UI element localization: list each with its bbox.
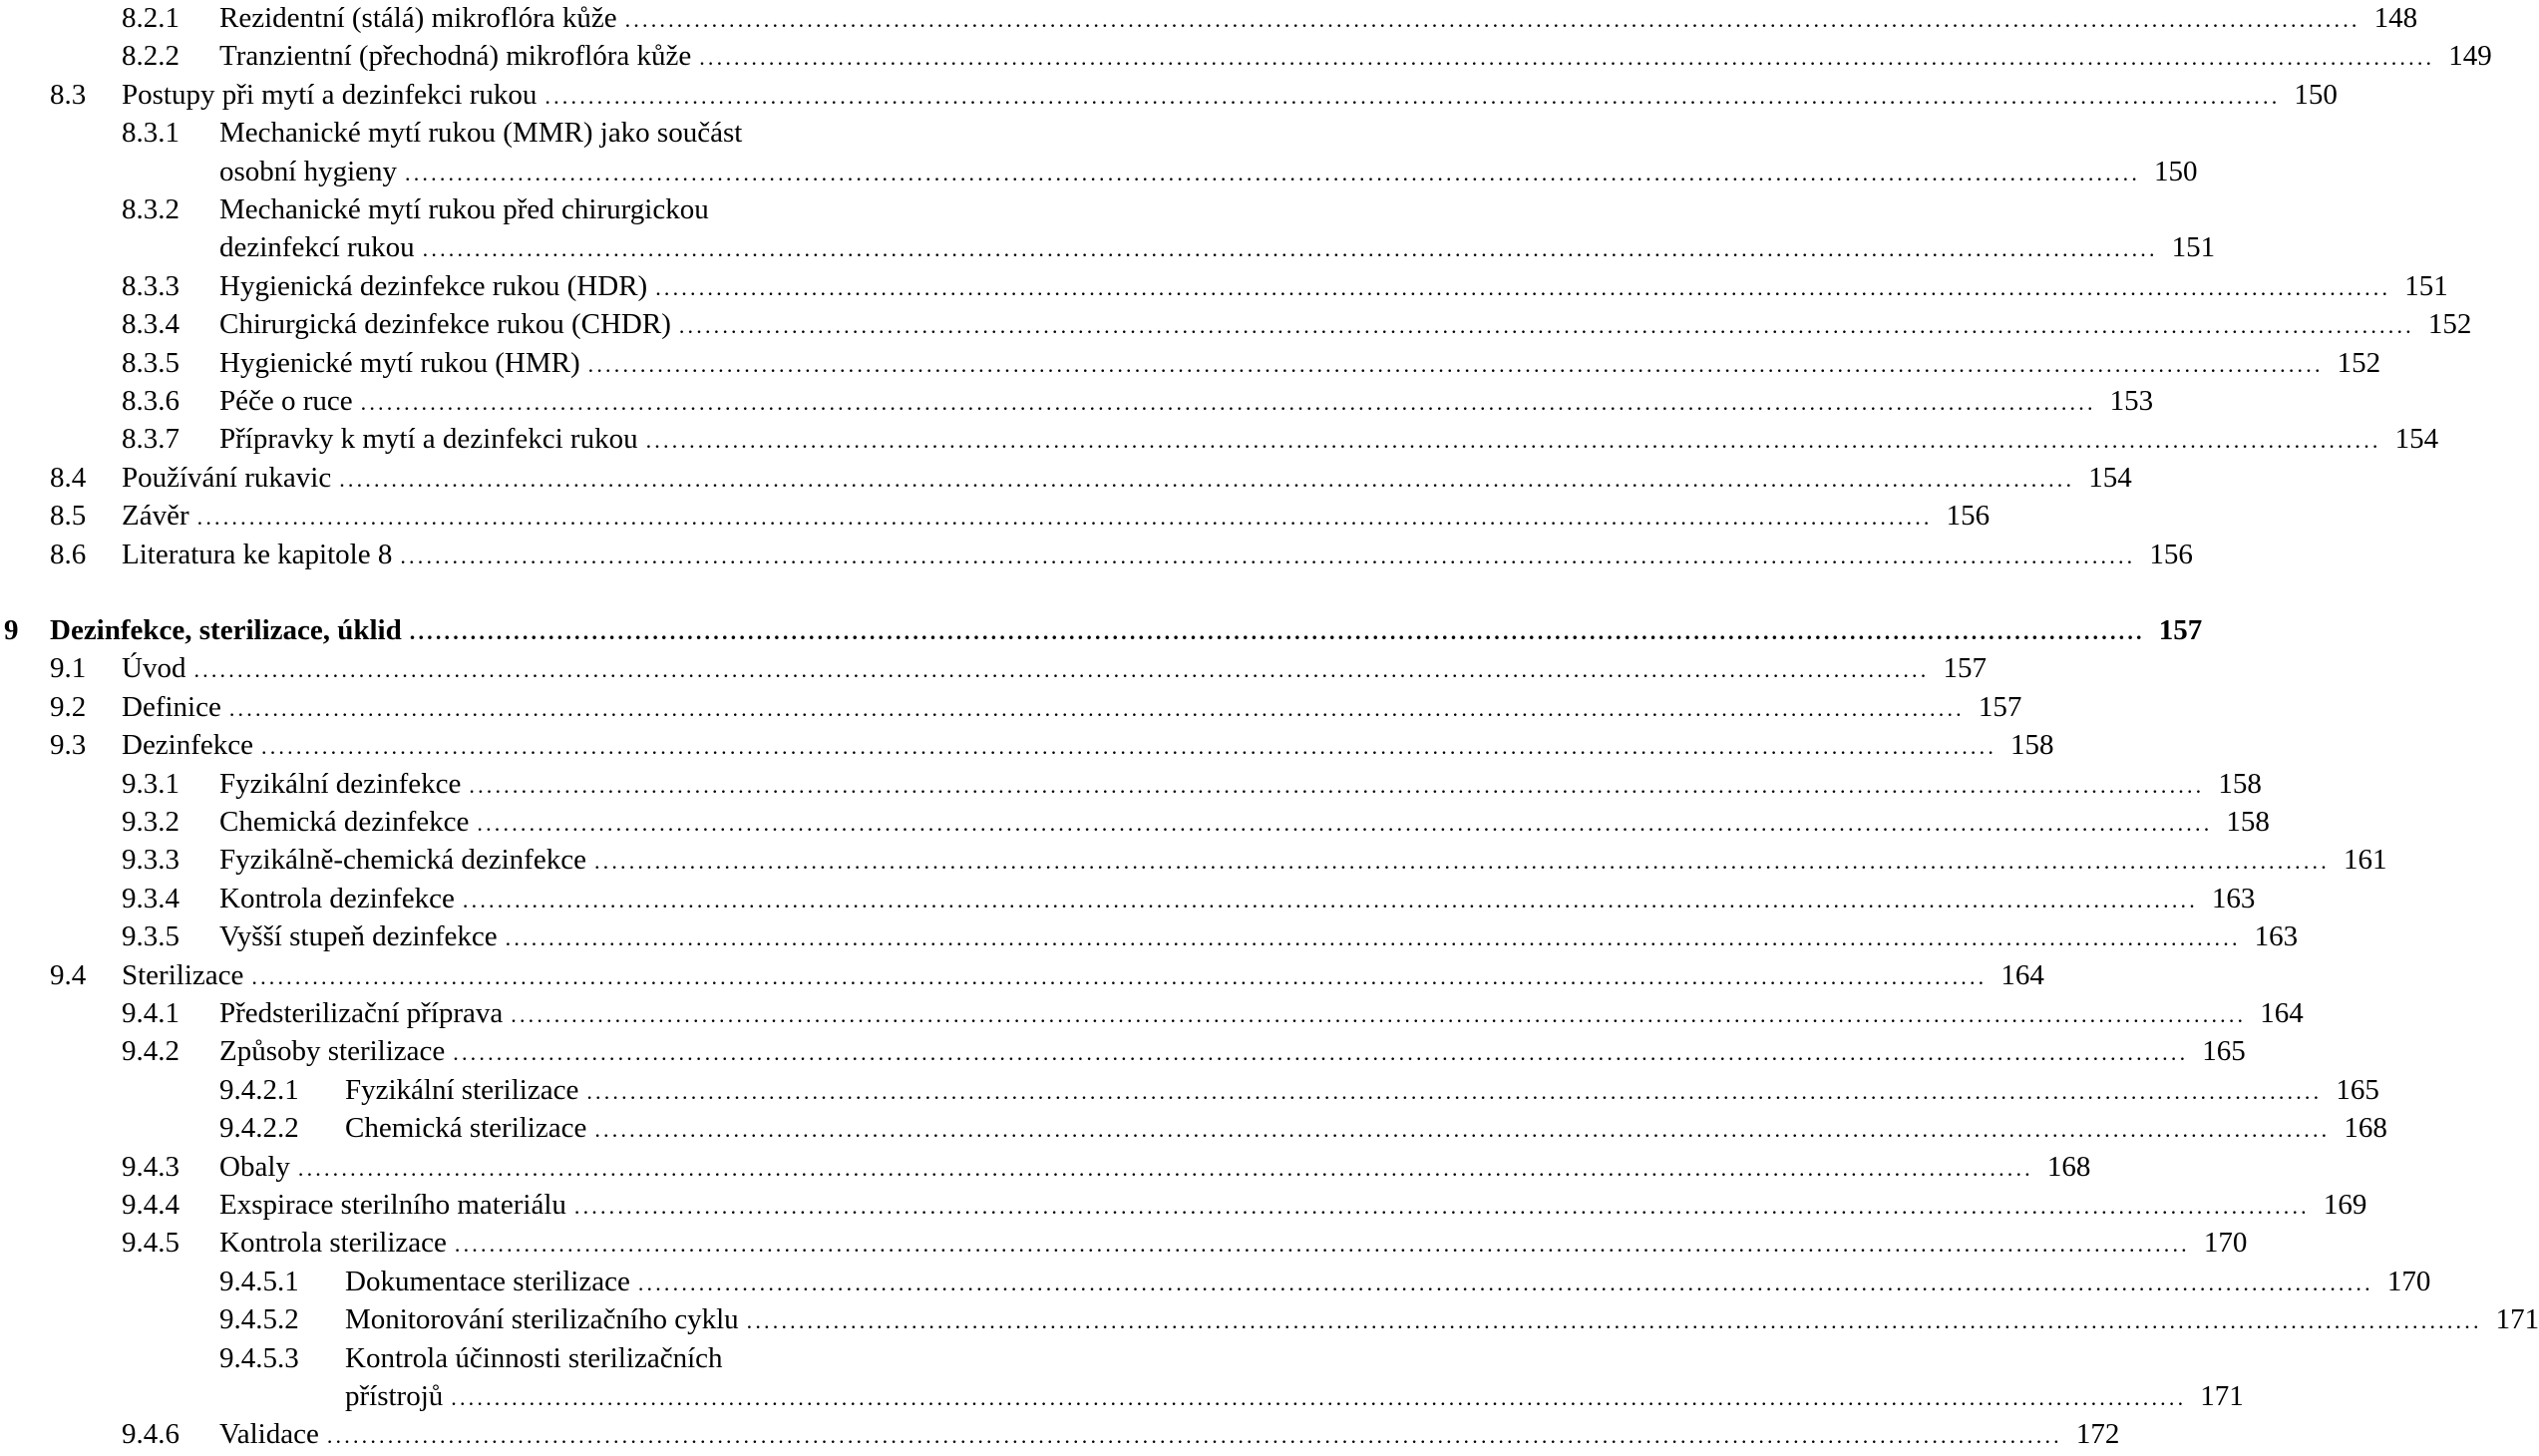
entry-title: Kontrola dezinfekce	[219, 882, 455, 914]
toc-entry[interactable]	[0, 497, 1991, 535]
dot-leader: ........................................................................................................................................................................................................	[594, 1117, 2331, 1143]
toc-entry[interactable]	[0, 0, 2418, 37]
entry-title-line	[122, 497, 1991, 537]
page-number: 156	[2149, 538, 2193, 570]
entry-number: 9.4.2.1	[219, 1073, 299, 1106]
toc-entry[interactable]	[0, 1300, 2539, 1338]
entry-title-line	[219, 305, 2472, 345]
entry-title-continuation: dezinfekcí rukou	[219, 231, 415, 264]
entry-number: 9.2	[50, 690, 87, 723]
page-number: 151	[2404, 269, 2448, 302]
entry-title-line	[219, 841, 2387, 881]
entry-title: Sterilizace	[122, 958, 244, 991]
dot-leader: ........................................................................................................................................................................................................	[193, 657, 1930, 683]
entry-title-continuation: osobní hygieny	[219, 155, 398, 187]
toc-entry[interactable]	[0, 459, 2132, 497]
entry-title-line	[345, 1300, 2539, 1340]
entry-title: Chemická sterilizace	[345, 1112, 587, 1145]
dot-leader: ........................................................................................................................................................................................................	[451, 1385, 2187, 1410]
dot-leader: ........................................................................................................................................................................................................	[400, 543, 2136, 568]
entry-number: 9.4.5	[122, 1227, 180, 1260]
entry-title-line	[219, 267, 2448, 307]
entry-title: Závěr	[122, 500, 189, 533]
dot-leader: ........................................................................................................................................................................................................	[655, 274, 2391, 300]
entry-title-line	[122, 688, 2022, 728]
entry-number: 8.2.2	[122, 40, 180, 73]
dot-leader: ........................................................................................................................................................................................................	[699, 45, 2435, 71]
entry-title-line	[219, 0, 2418, 39]
toc-entry[interactable]	[0, 649, 1987, 687]
entry-title: Chirurgická dezinfekce rukou (CHDR)	[219, 308, 671, 341]
dot-leader: ........................................................................................................................................................................................................	[405, 160, 2141, 185]
entry-title-line	[122, 726, 2054, 766]
page-number: 165	[2202, 1035, 2246, 1068]
entry-title-line	[219, 803, 2270, 843]
entry-title-line	[219, 382, 2154, 422]
page-number: 150	[2154, 155, 2198, 187]
entry-title-line	[345, 1263, 2431, 1302]
entry-number: 8.6	[50, 538, 87, 570]
page-number: 168	[2344, 1112, 2387, 1145]
entry-title-line	[219, 880, 2256, 919]
entry-number: 9.3.3	[122, 844, 180, 877]
dot-leader: ........................................................................................................................................................................................................	[544, 83, 2281, 109]
entry-title: Hygienické mytí rukou (HMR)	[219, 346, 580, 379]
dot-leader: ........................................................................................................................................................................................................	[477, 811, 2213, 836]
entry-number: 9.3.5	[122, 920, 180, 953]
entry-title: Obaly	[219, 1150, 290, 1183]
entry-title-line	[219, 1186, 2367, 1226]
entry-title-line	[219, 1148, 2091, 1188]
toc-entry[interactable]	[0, 917, 2299, 955]
dot-leader: ........................................................................................................................................................................................................	[678, 313, 2414, 339]
entry-title: Mechanické mytí rukou před chirurgickou	[219, 193, 709, 225]
toc-entry[interactable]	[0, 190, 957, 228]
toc-entry[interactable]	[0, 1071, 2379, 1109]
entry-number: 9.4.2.2	[219, 1112, 299, 1145]
entry-title: Kontrola sterilizace	[219, 1227, 447, 1260]
entry-title-line	[345, 1109, 2387, 1149]
entry-number: 8.4	[50, 461, 87, 494]
dot-leader: ........................................................................................................................................................................................................	[586, 1078, 2323, 1104]
entry-title: Kontrola účinnosti sterilizačních	[345, 1341, 723, 1374]
entry-title-line	[219, 994, 2304, 1034]
entry-number: 8.3.1	[122, 117, 180, 150]
dot-leader: ........................................................................................................................................................................................................	[360, 390, 2096, 415]
page-number: 165	[2336, 1073, 2379, 1106]
toc-entry-continuation[interactable]	[0, 228, 2216, 266]
page-number: 170	[2203, 1227, 2248, 1260]
entry-title-line	[345, 1339, 723, 1377]
entry-title: Dezinfekce, sterilizace, úklid	[50, 614, 402, 646]
entry-title: Tranzientní (přechodná) mikroflóra kůže	[219, 40, 692, 73]
entry-title: Postupy při mytí a dezinfekci rukou	[122, 78, 538, 111]
entry-number: 8.3.2	[122, 193, 180, 225]
entry-title-line	[219, 1415, 2120, 1455]
toc-entry[interactable]	[0, 1186, 2367, 1224]
page-number: 168	[2046, 1150, 2091, 1183]
toc-entry[interactable]	[0, 420, 2439, 458]
entry-title: Exspirace sterilního materiálu	[219, 1189, 566, 1221]
toc-entry[interactable]	[0, 536, 2193, 573]
entry-number: 9.3.1	[122, 767, 180, 800]
toc-entry-continuation[interactable]	[0, 1377, 2244, 1415]
entry-number: 9.4	[50, 958, 87, 991]
entry-title-line	[50, 611, 2203, 651]
entry-title-line	[219, 153, 2198, 192]
entry-number: 9.4.4	[122, 1189, 180, 1221]
entry-title: Mechanické mytí rukou (MMR) jako součást	[219, 117, 743, 150]
entry-number: 9.1	[50, 652, 87, 685]
entry-title: Úvod	[122, 652, 186, 685]
page-number: 169	[2323, 1189, 2367, 1221]
dot-leader: ........................................................................................................................................................................................................	[297, 1155, 2033, 1181]
entry-title: Fyzikální dezinfekce	[219, 767, 462, 800]
toc-entry-continuation[interactable]	[0, 153, 2198, 190]
entry-number: 8.3.7	[122, 423, 180, 456]
entry-number: 8.5	[50, 500, 87, 533]
entry-number: 9.4.5.1	[219, 1265, 299, 1297]
entry-title: Způsoby sterilizace	[219, 1035, 446, 1068]
toc-entry[interactable]	[0, 267, 2448, 305]
toc-entry[interactable]	[0, 688, 2022, 726]
entry-number: 9.4.1	[122, 997, 180, 1029]
page-number: 170	[2386, 1265, 2431, 1297]
dot-leader: ........................................................................................................................................................................................................	[251, 963, 1988, 989]
dot-leader: ........................................................................................................................................................................................................	[587, 351, 2324, 377]
dot-leader: ........................................................................................................................................................................................................	[339, 466, 2075, 492]
page-number: 152	[2337, 346, 2381, 379]
entry-title-continuation: přístrojů	[345, 1380, 444, 1412]
entry-number: 9.4.6	[122, 1418, 180, 1451]
entry-title-line	[219, 1224, 2248, 1264]
dot-leader: ........................................................................................................................................................................................................	[593, 849, 2330, 875]
page-number: 158	[2010, 729, 2054, 762]
entry-number: 9.4.5.2	[219, 1303, 299, 1336]
toc-entry[interactable]	[0, 611, 2203, 649]
entry-number: 9.4.2	[122, 1035, 180, 1068]
page-number: 157	[1978, 690, 2022, 723]
toc-entry[interactable]	[0, 765, 2262, 803]
page-number: 171	[2200, 1380, 2244, 1412]
entry-title-line	[122, 536, 2193, 575]
page-number: 164	[2260, 997, 2304, 1029]
entry-title: Dokumentace sterilizace	[345, 1265, 630, 1297]
entry-number: 9.3.2	[122, 806, 180, 838]
page-number: 161	[2343, 844, 2387, 877]
dot-leader: ........................................................................................................................................................................................................	[454, 1232, 2190, 1258]
toc-entry[interactable]	[0, 1263, 2431, 1300]
toc-entry[interactable]	[0, 956, 2044, 994]
entry-number: 8.2.1	[122, 2, 180, 34]
entry-number: 8.3	[50, 78, 87, 111]
toc-entry[interactable]	[0, 1109, 2387, 1147]
entry-title-line	[219, 917, 2299, 957]
toc-entry[interactable]	[0, 880, 2256, 917]
entry-title: Monitorování sterilizačního cyklu	[345, 1303, 739, 1336]
dot-leader: ........................................................................................................................................................................................................	[261, 734, 1997, 760]
page-number: 152	[2427, 308, 2472, 341]
entry-title: Přípravky k mytí a dezinfekci rukou	[219, 423, 638, 456]
dot-leader: ........................................................................................................................................................................................................	[624, 7, 2360, 32]
entry-number: 8.3.4	[122, 308, 180, 341]
toc-entry[interactable]	[0, 994, 2304, 1032]
dot-leader: ........................................................................................................................................................................................................	[746, 1308, 2482, 1334]
page-number: 154	[2394, 423, 2439, 456]
page-number: 150	[2294, 78, 2338, 111]
entry-number: 8.3.5	[122, 346, 180, 379]
page-number: 163	[2211, 882, 2256, 914]
page-number: 171	[2495, 1303, 2539, 1336]
entry-title-line	[122, 956, 2044, 996]
page-number: 157	[1943, 652, 1987, 685]
page-number: 158	[2226, 806, 2270, 838]
toc-entry[interactable]	[0, 1415, 2120, 1453]
entry-title-line	[219, 420, 2439, 460]
dot-leader: ........................................................................................................................................................................................................	[453, 1040, 2189, 1066]
entry-title: Předsterilizační příprava	[219, 997, 504, 1029]
entry-title-line	[345, 1377, 2244, 1417]
toc-entry[interactable]	[0, 841, 2387, 879]
entry-title: Validace	[219, 1418, 319, 1451]
dot-leader: ........................................................................................................................................................................................................	[409, 619, 2145, 644]
page-number: 172	[2075, 1418, 2120, 1451]
entry-title-line	[219, 37, 2492, 77]
entry-number: 9.4.3	[122, 1150, 180, 1183]
toc-entry[interactable]	[0, 37, 2492, 75]
entry-title: Chemická dezinfekce	[219, 806, 470, 838]
page-number: 149	[2448, 40, 2492, 73]
entry-title-line	[219, 344, 2381, 384]
dot-leader: ........................................................................................................................................................................................................	[326, 1423, 2062, 1449]
dot-leader: ........................................................................................................................................................................................................	[573, 1194, 2310, 1219]
dot-leader: ........................................................................................................................................................................................................	[196, 505, 1933, 531]
dot-leader: ........................................................................................................................................................................................................	[462, 887, 2198, 912]
entry-title: Používání rukavic	[122, 461, 332, 494]
page-number: 163	[2254, 920, 2299, 953]
entry-title-line	[122, 76, 2338, 116]
toc-entry[interactable]	[0, 1032, 2246, 1070]
page-number: 156	[1946, 500, 1991, 533]
entry-number: 8.3.6	[122, 385, 180, 417]
entry-title-line	[345, 1071, 2379, 1111]
toc-entry[interactable]	[0, 1339, 957, 1377]
entry-title: Hygienická dezinfekce rukou (HDR)	[219, 269, 648, 302]
page-number: 164	[2000, 958, 2044, 991]
entry-title: Dezinfekce	[122, 729, 254, 762]
entry-title: Fyzikální sterilizace	[345, 1073, 579, 1106]
toc-entry[interactable]	[0, 1224, 2248, 1262]
dot-leader: ........................................................................................................................................................................................................	[637, 1270, 2373, 1295]
dot-leader: ........................................................................................................................................................................................................	[228, 695, 1965, 721]
toc-entry[interactable]	[0, 76, 2338, 114]
entry-number: 8.3.3	[122, 269, 180, 302]
entry-number: 9	[4, 614, 19, 646]
entry-title-line	[219, 1032, 2246, 1072]
toc-entry[interactable]	[0, 305, 2472, 343]
page-number: 148	[2373, 2, 2418, 34]
page-number: 151	[2171, 231, 2216, 264]
page-number: 154	[2088, 461, 2132, 494]
entry-title-line	[219, 228, 2216, 268]
entry-title-line	[122, 649, 1987, 689]
entry-title-line	[219, 765, 2262, 805]
toc-entry[interactable]	[0, 382, 2154, 420]
toc-entry[interactable]	[0, 726, 2054, 764]
page-number: 157	[2158, 614, 2203, 646]
toc-entry[interactable]	[0, 1148, 2091, 1186]
dot-leader: ........................................................................................................................................................................................................	[645, 428, 2381, 454]
entry-title: Literatura ke kapitole 8	[122, 538, 393, 570]
toc-entry[interactable]	[0, 803, 2270, 841]
entry-title-line	[219, 190, 709, 228]
entry-title: Definice	[122, 690, 221, 723]
entry-title: Vyšší stupeň dezinfekce	[219, 920, 498, 953]
toc-entry[interactable]	[0, 114, 957, 152]
dot-leader: ........................................................................................................................................................................................................	[511, 1002, 2247, 1027]
entry-title-line	[122, 459, 2132, 499]
dot-leader: ........................................................................................................................................................................................................	[505, 925, 2241, 951]
entry-title: Rezidentní (stálá) mikroflóra kůže	[219, 2, 617, 34]
entry-number: 9.3	[50, 729, 87, 762]
dot-leader: ........................................................................................................................................................................................................	[422, 236, 2158, 262]
entry-title: Fyzikálně-chemická dezinfekce	[219, 844, 586, 877]
page-number: 153	[2109, 385, 2154, 417]
entry-number: 9.3.4	[122, 882, 180, 914]
dot-leader: ........................................................................................................................................................................................................	[469, 772, 2205, 798]
toc-entry[interactable]	[0, 344, 2381, 382]
entry-title: Péče o ruce	[219, 385, 353, 417]
page-number: 158	[2218, 767, 2262, 800]
entry-title-line	[219, 114, 742, 152]
entry-number: 9.4.5.3	[219, 1341, 299, 1374]
